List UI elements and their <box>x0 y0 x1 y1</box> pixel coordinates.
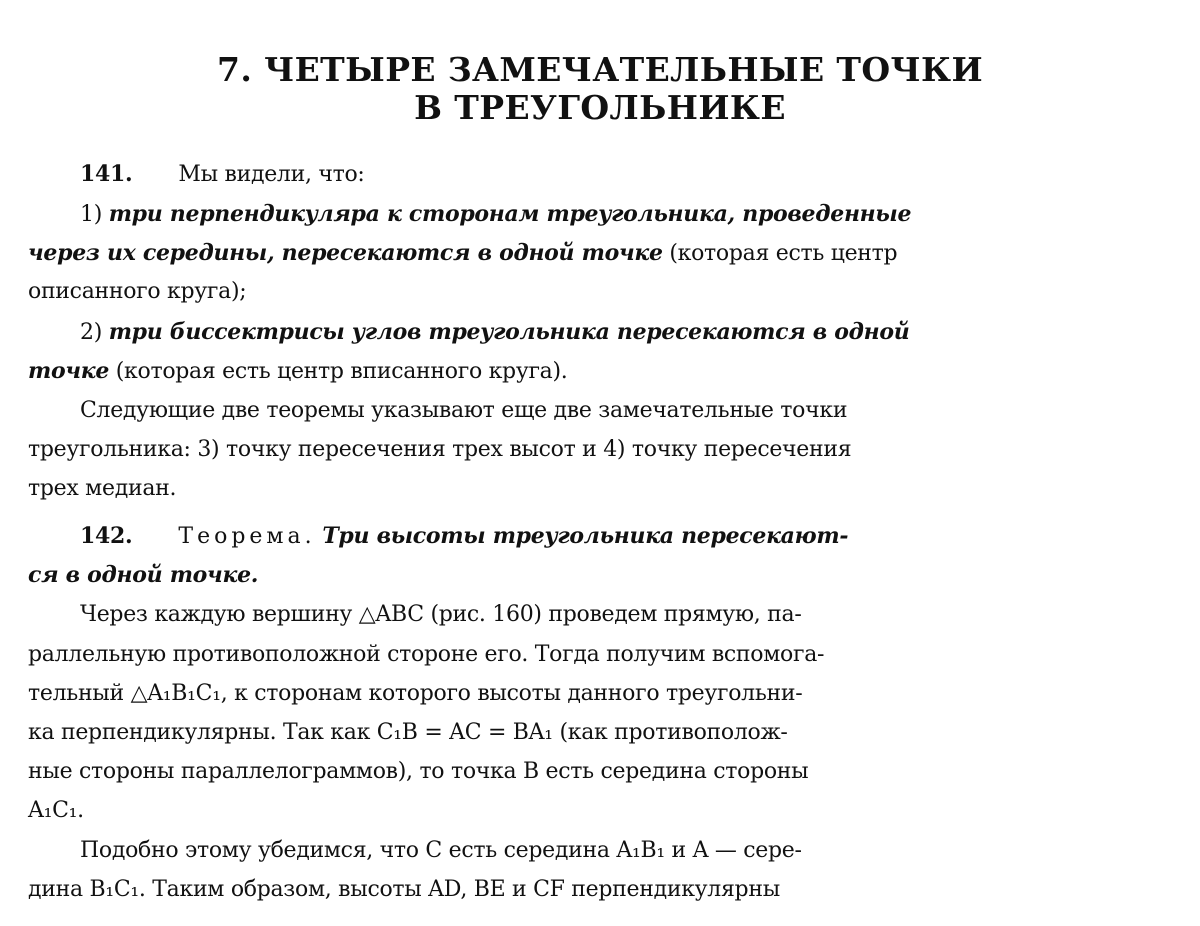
proof-line-4: ка перпендикулярны. Так как C₁B = AC = BA₁ (как противополож- <box>28 720 788 745</box>
plain-text: (которая есть центр вписанного круга). <box>109 359 568 384</box>
paragraph-141-intro <box>0 156 1200 193</box>
proof-line-7: Подобно этому убедимся, что C есть середина A₁B₁ и A — сере- <box>80 838 802 863</box>
proof-line-3: тельный △A₁B₁C₁, к сторонам которого высоты данного треугольни- <box>28 681 803 706</box>
theorem-statement: Три высоты треугольника пересекают- <box>322 523 849 549</box>
next-theorems-line-3: трех медиан. <box>28 476 177 501</box>
theorem-label: Теорема. <box>178 524 316 549</box>
item-1-line-1 <box>0 196 1200 233</box>
item-number: 1) <box>80 202 102 227</box>
emphasis-text: три перпендикуляра к сторонам треугольника, проведенные <box>108 201 912 227</box>
plain-text: (которая есть центр <box>662 241 898 266</box>
proof-line-5: ные стороны параллелограммов), то точка B есть середина стороны <box>28 759 809 784</box>
next-theorems-line-1: Следующие две теоремы указывают еще две замечательные точки <box>80 398 848 423</box>
theorem-142-line-2 <box>0 557 1200 594</box>
theorem-142-line-1 <box>0 518 1200 555</box>
proof-line-6: A₁C₁. <box>28 798 84 823</box>
paragraph-number: 142. <box>80 523 133 549</box>
item-2-line-1 <box>0 314 1200 351</box>
emphasis-text: точке <box>28 358 110 384</box>
item-2-line-2 <box>0 353 1200 390</box>
proof-line-2: раллельную противоположной стороне его. Тогда получим вспомога- <box>28 642 825 667</box>
proof-line-8: дина B₁C₁. Таким образом, высоты AD, BE и CF перпендикулярны <box>28 877 780 902</box>
emphasis-text: три биссектрисы углов треугольника пересекаются в одной <box>108 319 910 345</box>
proof-line-1: Через каждую вершину △ABC (рис. 160) проведем прямую, па- <box>80 602 802 627</box>
next-theorems-line-2: треугольника: 3) точку пересечения трех высот и 4) точку пересечения <box>28 437 852 462</box>
paragraph-number: 141. <box>80 161 133 187</box>
emphasis-text: через их середины, пересекаются в одной точке <box>28 240 663 266</box>
item-1-line-2 <box>0 235 1200 272</box>
section-title-line-1: 7. ЧЕТЫРЕ ЗАМЕЧАТЕЛЬНЫЕ ТОЧКИ <box>216 50 984 89</box>
intro-text: Мы видели, что: <box>178 162 365 187</box>
section-title-line-2: В ТРЕУГОЛЬНИКЕ <box>414 88 786 127</box>
theorem-statement: ся в одной точке. <box>28 562 259 588</box>
item-1-line-3: описанного круга); <box>28 279 247 304</box>
item-number: 2) <box>80 320 102 345</box>
